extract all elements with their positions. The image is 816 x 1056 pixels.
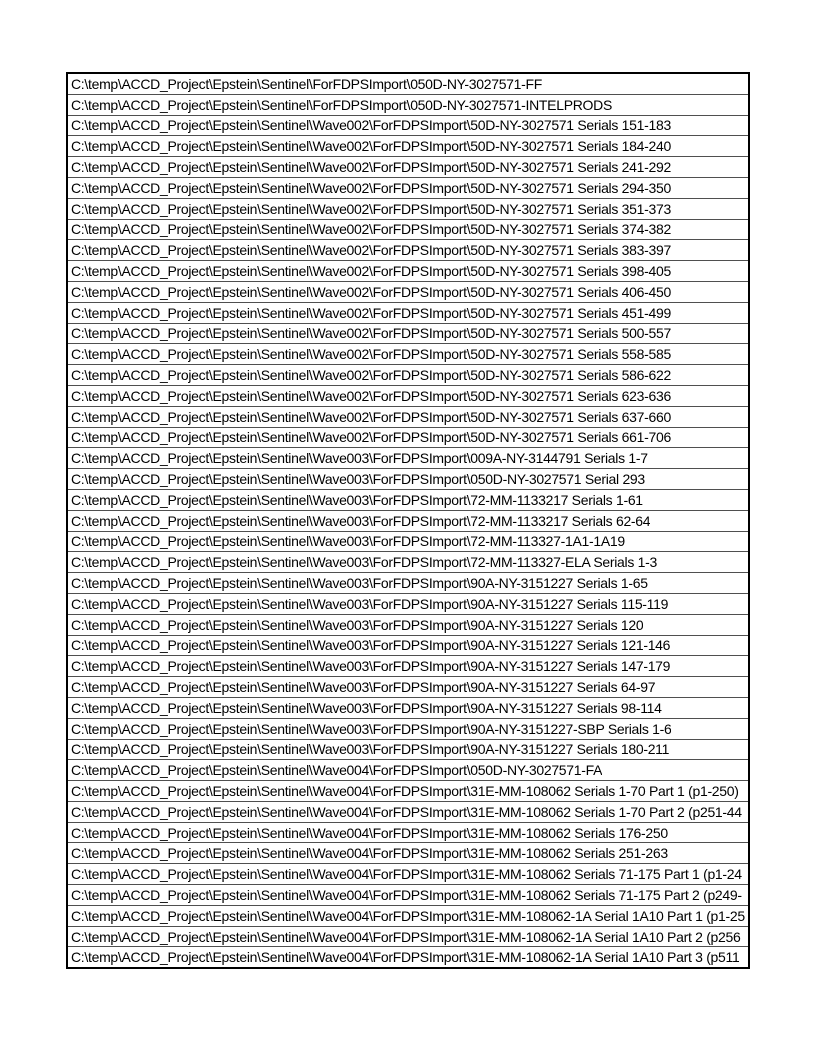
table-row xyxy=(68,157,748,178)
file-path-cell: C:\temp\ACCD_Project\Epstein\Sentinel\Wave002\ForFDPSImport\50D-NY-3027571 Serials 184-240 xyxy=(71,138,671,155)
file-path-cell: C:\temp\ACCD_Project\Epstein\Sentinel\Wave003\ForFDPSImport\72-MM-1133217 Serials 1-61 xyxy=(71,491,643,508)
table-row xyxy=(68,448,748,469)
table-row xyxy=(68,511,748,532)
file-path-cell: C:\temp\ACCD_Project\Epstein\Sentinel\Wave002\ForFDPSImport\50D-NY-3027571 Serials 241-292 xyxy=(71,159,671,176)
table-row xyxy=(68,199,748,220)
table-row xyxy=(68,178,748,199)
file-path-cell: C:\temp\ACCD_Project\Epstein\Sentinel\Wave003\ForFDPSImport\90A-NY-3151227 Serials 64-97 xyxy=(71,679,656,695)
file-path-cell: C:\temp\ACCD_Project\Epstein\Sentinel\Wave002\ForFDPSImport\50D-NY-3027571 Serials 151-183 xyxy=(71,117,671,134)
table-row xyxy=(68,469,748,490)
file-path-cell: C:\temp\ACCD_Project\Epstein\Sentinel\Wave002\ForFDPSImport\50D-NY-3027571 Serials 586-622 xyxy=(71,367,671,384)
file-path-cell: C:\temp\ACCD_Project\Epstein\Sentinel\Wave004\ForFDPSImport\31E-MM-108062 Serials 1-70 Part 1 (p1-250) xyxy=(71,782,739,799)
file-path-cell: C:\temp\ACCD_Project\Epstein\Sentinel\Wave004\ForFDPSImport\050D-NY-3027571-FA xyxy=(71,762,603,779)
file-path-cell: C:\temp\ACCD_Project\Epstein\Sentinel\Wave004\ForFDPSImport\31E-MM-108062 Serials 1-70 Part 2 (p251-44 xyxy=(71,803,742,820)
file-path-cell: C:\temp\ACCD_Project\Epstein\Sentinel\Wave002\ForFDPSImport\50D-NY-3027571 Serials 351-373 xyxy=(71,200,671,217)
file-path-cell: C:\temp\ACCD_Project\Epstein\Sentinel\Wave003\ForFDPSImport\90A-NY-3151227-SBP Serials 1-6 xyxy=(71,720,672,737)
table-row xyxy=(68,719,748,740)
file-path-cell: C:\temp\ACCD_Project\Epstein\Sentinel\Wave003\ForFDPSImport\90A-NY-3151227 Serials 180-211 xyxy=(71,741,670,758)
table-row xyxy=(68,532,748,553)
table-row xyxy=(68,116,748,137)
table-row xyxy=(68,677,748,698)
table-row xyxy=(68,95,748,116)
table-row xyxy=(68,220,748,241)
table-row xyxy=(68,490,748,511)
table-row xyxy=(68,594,748,615)
file-path-cell: C:\temp\ACCD_Project\Epstein\Sentinel\Wave003\ForFDPSImport\90A-NY-3151227 Serials 98-114 xyxy=(71,699,662,716)
table-row xyxy=(68,947,748,967)
file-path-cell: C:\temp\ACCD_Project\Epstein\Sentinel\Wave004\ForFDPSImport\31E-MM-108062 Serials 71-175 Part 2 (p249- xyxy=(71,886,742,903)
file-path-cell: C:\temp\ACCD_Project\Epstein\Sentinel\Wave004\ForFDPSImport\31E-MM-108062 Serials 176-250 xyxy=(71,824,668,841)
file-path-cell: C:\temp\ACCD_Project\Epstein\Sentinel\Wave002\ForFDPSImport\50D-NY-3027571 Serials 374-382 xyxy=(71,221,671,238)
file-path-cell: C:\temp\ACCD_Project\Epstein\Sentinel\Wave003\ForFDPSImport\90A-NY-3151227 Serials 120 xyxy=(71,616,644,633)
table-row xyxy=(68,698,748,719)
file-path-cell: C:\temp\ACCD_Project\Epstein\Sentinel\Wave003\ForFDPSImport\90A-NY-3151227 Serials 121-146 xyxy=(71,637,671,654)
file-path-cell: C:\temp\ACCD_Project\Epstein\Sentinel\Wave002\ForFDPSImport\50D-NY-3027571 Serials 623-636 xyxy=(71,387,671,404)
table-row xyxy=(68,843,748,864)
file-path-cell: C:\temp\ACCD_Project\Epstein\Sentinel\Wave002\ForFDPSImport\50D-NY-3027571 Serials 637-660 xyxy=(71,408,671,425)
table-row xyxy=(68,864,748,885)
file-path-cell: C:\temp\ACCD_Project\Epstein\Sentinel\Wave003\ForFDPSImport\009A-NY-3144791 Serials 1-7 xyxy=(71,450,648,467)
table-row xyxy=(68,636,748,657)
table-row xyxy=(68,615,748,636)
table-row xyxy=(68,656,748,677)
table-row xyxy=(68,261,748,282)
table-row xyxy=(68,573,748,594)
table-row xyxy=(68,344,748,365)
table-row xyxy=(68,781,748,802)
file-path-cell: C:\temp\ACCD_Project\Epstein\Sentinel\Wave002\ForFDPSImport\50D-NY-3027571 Serials 383-397 xyxy=(71,242,671,259)
table-row xyxy=(68,136,748,157)
file-path-cell: C:\temp\ACCD_Project\Epstein\Sentinel\Wave004\ForFDPSImport\31E-MM-108062 Serials 251-263 xyxy=(71,845,668,862)
table-row xyxy=(68,428,748,449)
file-path-cell: C:\temp\ACCD_Project\Epstein\Sentinel\Wave003\ForFDPSImport\72-MM-113327-1A1-1A19 xyxy=(71,533,625,550)
table-row xyxy=(68,365,748,386)
table-row xyxy=(68,240,748,261)
file-path-cell: C:\temp\ACCD_Project\Epstein\Sentinel\Wave004\ForFDPSImport\31E-MM-108062-1A Serial 1A10 Part 1 (p1-25 xyxy=(71,907,745,924)
table-row xyxy=(68,324,748,345)
table-row xyxy=(68,927,748,948)
file-path-cell: C:\temp\ACCD_Project\Epstein\Sentinel\Wave003\ForFDPSImport\90A-NY-3151227 Serials 115-119 xyxy=(71,595,669,612)
table-row xyxy=(68,303,748,324)
file-path-cell: C:\temp\ACCD_Project\Epstein\Sentinel\ForFDPSImport\050D-NY-3027571-FF xyxy=(71,75,543,92)
file-path-cell: C:\temp\ACCD_Project\Epstein\Sentinel\Wave004\ForFDPSImport\31E-MM-108062-1A Serial 1A10 Part 2 (p256 xyxy=(71,928,741,945)
file-path-cell: C:\temp\ACCD_Project\Epstein\Sentinel\Wave002\ForFDPSImport\50D-NY-3027571 Serials 558-585 xyxy=(71,346,671,363)
file-path-cell: C:\temp\ACCD_Project\Epstein\Sentinel\Wave003\ForFDPSImport\050D-NY-3027571 Serial 293 xyxy=(71,471,645,488)
file-path-cell: C:\temp\ACCD_Project\Epstein\Sentinel\Wave002\ForFDPSImport\50D-NY-3027571 Serials 294-350 xyxy=(71,179,671,196)
table-row xyxy=(68,885,748,906)
file-path-table xyxy=(66,72,750,969)
table-row xyxy=(68,906,748,927)
table-row xyxy=(68,552,748,573)
file-path-cell: C:\temp\ACCD_Project\Epstein\Sentinel\Wave002\ForFDPSImport\50D-NY-3027571 Serials 500-557 xyxy=(71,325,671,342)
table-row xyxy=(68,760,748,781)
file-path-cell: C:\temp\ACCD_Project\Epstein\Sentinel\Wave004\ForFDPSImport\31E-MM-108062 Serials 71-175 Part 1 (p1-24 xyxy=(71,866,742,883)
table-row xyxy=(68,823,748,844)
file-path-cell: C:\temp\ACCD_Project\Epstein\Sentinel\Wave003\ForFDPSImport\90A-NY-3151227 Serials 147-179 xyxy=(71,658,671,675)
table-row xyxy=(68,386,748,407)
table-row xyxy=(68,802,748,823)
file-path-cell: C:\temp\ACCD_Project\Epstein\Sentinel\ForFDPSImport\050D-NY-3027571-INTELPRODS xyxy=(71,96,612,113)
table-row xyxy=(68,407,748,428)
file-path-cell: C:\temp\ACCD_Project\Epstein\Sentinel\Wave003\ForFDPSImport\90A-NY-3151227 Serials 1-65 xyxy=(71,575,648,592)
table-row xyxy=(68,74,748,95)
file-path-cell: C:\temp\ACCD_Project\Epstein\Sentinel\Wave002\ForFDPSImport\50D-NY-3027571 Serials 398-405 xyxy=(71,263,671,280)
file-path-cell: C:\temp\ACCD_Project\Epstein\Sentinel\Wave003\ForFDPSImport\72-MM-1133217 Serials 62-64 xyxy=(71,512,651,529)
file-path-cell: C:\temp\ACCD_Project\Epstein\Sentinel\Wave002\ForFDPSImport\50D-NY-3027571 Serials 406-450 xyxy=(71,283,671,300)
table-row xyxy=(68,282,748,303)
file-path-cell: C:\temp\ACCD_Project\Epstein\Sentinel\Wave004\ForFDPSImport\31E-MM-108062-1A Serial 1A10 Part 3 (p511 xyxy=(71,949,740,966)
file-path-cell: C:\temp\ACCD_Project\Epstein\Sentinel\Wave002\ForFDPSImport\50D-NY-3027571 Serials 451-499 xyxy=(71,304,671,321)
table-row xyxy=(68,740,748,761)
file-path-cell: C:\temp\ACCD_Project\Epstein\Sentinel\Wave003\ForFDPSImport\72-MM-113327-ELA Serials 1-3 xyxy=(71,554,657,571)
file-path-cell: C:\temp\ACCD_Project\Epstein\Sentinel\Wave002\ForFDPSImport\50D-NY-3027571 Serials 661-706 xyxy=(71,429,671,446)
